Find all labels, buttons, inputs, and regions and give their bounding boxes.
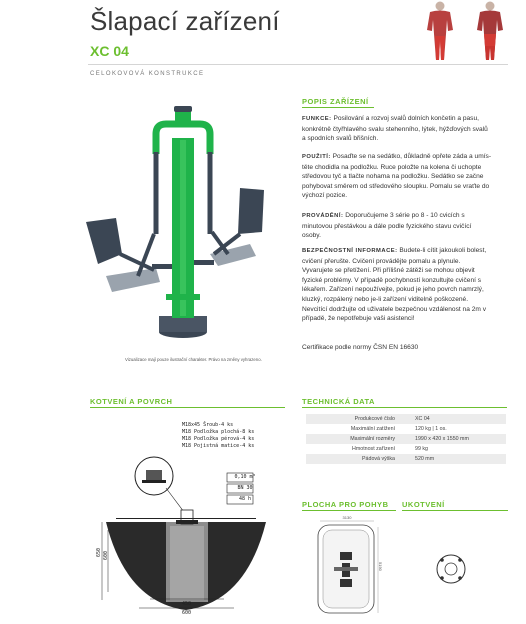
part-item: M18 Pojistná matice-4 ks: [182, 443, 255, 449]
text-provadeni: Doporučujeme 3 série po 8 - 10 cvicích s minutovou přestávkou a dále podle fyzického stavu cvičící osoby.: [302, 212, 472, 240]
text-bezpecnost: Budete-li cítit jakoukoli bolest, cvičení přerušte. Cvičení provádějte pomalu a plynule. Vyvarujete se přetížení. Při přílišné zátěži se mohou objevit fyzické problémy. V případě pochybností konzultujte cvičení s lékařem. Zařízení nepoužívejte, pokud je jeho povrch namrzlý, kluzký, rozpálený nebo je-li zařízení viditelně poškozené. Nevcitící dodržujte od uživatele bezpečnou vzdálenost na 2m v případě, že nepotřebuje vaši asistenci!: [302, 247, 487, 323]
label-bezpecnost: BEZPEČNOSTNÍ INFORMACE:: [302, 248, 398, 254]
certification-text: Certifikace podle normy ČSN EN 16630: [302, 344, 419, 351]
label-funkce: FUNKCE:: [302, 116, 332, 122]
parts-list: [182, 422, 254, 450]
section-heading-popis: POPIS ZAŘÍZENÍ: [302, 97, 369, 106]
product-image: [78, 104, 288, 354]
section-underline: [302, 107, 374, 108]
muscle-anatomy-illustration: [408, 0, 520, 62]
paragraph-funkce: [302, 114, 492, 144]
table-row: Produkcové číslo XC 04: [306, 414, 506, 424]
part-item: M18 Podložka pérová-4 ks: [182, 436, 255, 442]
technical-data-table: [306, 414, 506, 464]
anchor-plate-icon: [434, 552, 468, 586]
page-title: Šlapací zařízení: [90, 6, 280, 36]
section-underline: [90, 407, 285, 408]
section-heading-kotveni: KOTVENÍ A POVRCH: [90, 397, 173, 406]
tag-curing-time: 48 h: [238, 496, 252, 502]
dimension-600: 600: [182, 610, 192, 616]
tag-volume: 0,10 m³: [234, 474, 256, 480]
product-code: XC 04: [90, 43, 129, 59]
section-underline: [302, 510, 396, 511]
text-funkce: Posilování a rozvoj svalů dolních končetin a pasu, konkrétně čtyřhlavého svalu stehenního, lýtek, hýžďových svalů a spodních svalů břišních.: [302, 115, 488, 143]
page-subtitle: CELOKOVOVÁ KONSTRUKCE: [90, 71, 205, 77]
dimension-width: 3130: [342, 515, 352, 520]
table-row: Maximální rozměry 1990 x 420 x 1550 mm: [306, 434, 506, 444]
dimension-600-vertical: 600: [103, 551, 109, 561]
table-row: Hmotnost zařízení 99 kg: [352, 446, 428, 452]
section-underline: [402, 510, 508, 511]
image-caption: Vizualizace mají pouze ilustrační charakter. Právo na změny vyhrazeno.: [125, 357, 262, 362]
section-heading-technicka: TECHNICKÁ DATA: [302, 397, 375, 406]
back-body-figure: [477, 2, 503, 61]
paragraph-pouziti: [302, 152, 492, 201]
table-row: Pádová výška 520 mm: [306, 454, 506, 464]
part-item: M18 Podložka plochá-8 ks: [182, 429, 255, 435]
front-body-figure: [427, 2, 453, 61]
label-pouziti: POUŽITÍ:: [302, 154, 331, 160]
text-pouziti: Posaďte se na sedátko, důkladně opřete záda a umís-těte chodidla na podložku. Ruce položte na kolena či uchopte středovou tyč a tlačte nohama na podložku. Sedátko se začne pohybovat směrem od středového sloupku. Pomalu se vraťte do výchozí pozice.: [302, 153, 492, 200]
dimension-height: 5190: [378, 562, 383, 571]
paragraph-provadeni: [302, 211, 492, 241]
part-item: M18x45 Šroub-4 ks: [182, 422, 234, 428]
label-provadeni: PROVÁDĚNÍ:: [302, 213, 344, 219]
dimension-650-vertical: 650: [96, 548, 102, 558]
section-heading-ukotveni: UKOTVENÍ: [402, 500, 445, 509]
tag-concrete: BN 30: [237, 485, 253, 491]
dimension-450: 450: [182, 601, 192, 607]
section-heading-plocha: PLOCHA PRO POHYB: [302, 500, 389, 509]
table-row: Maximální zatížení 120 kg | 1 os.: [350, 426, 447, 432]
section-underline: [302, 407, 507, 408]
movement-area-diagram: [312, 519, 382, 617]
header-divider: [88, 64, 508, 65]
paragraph-bezpecnost: [302, 246, 492, 324]
